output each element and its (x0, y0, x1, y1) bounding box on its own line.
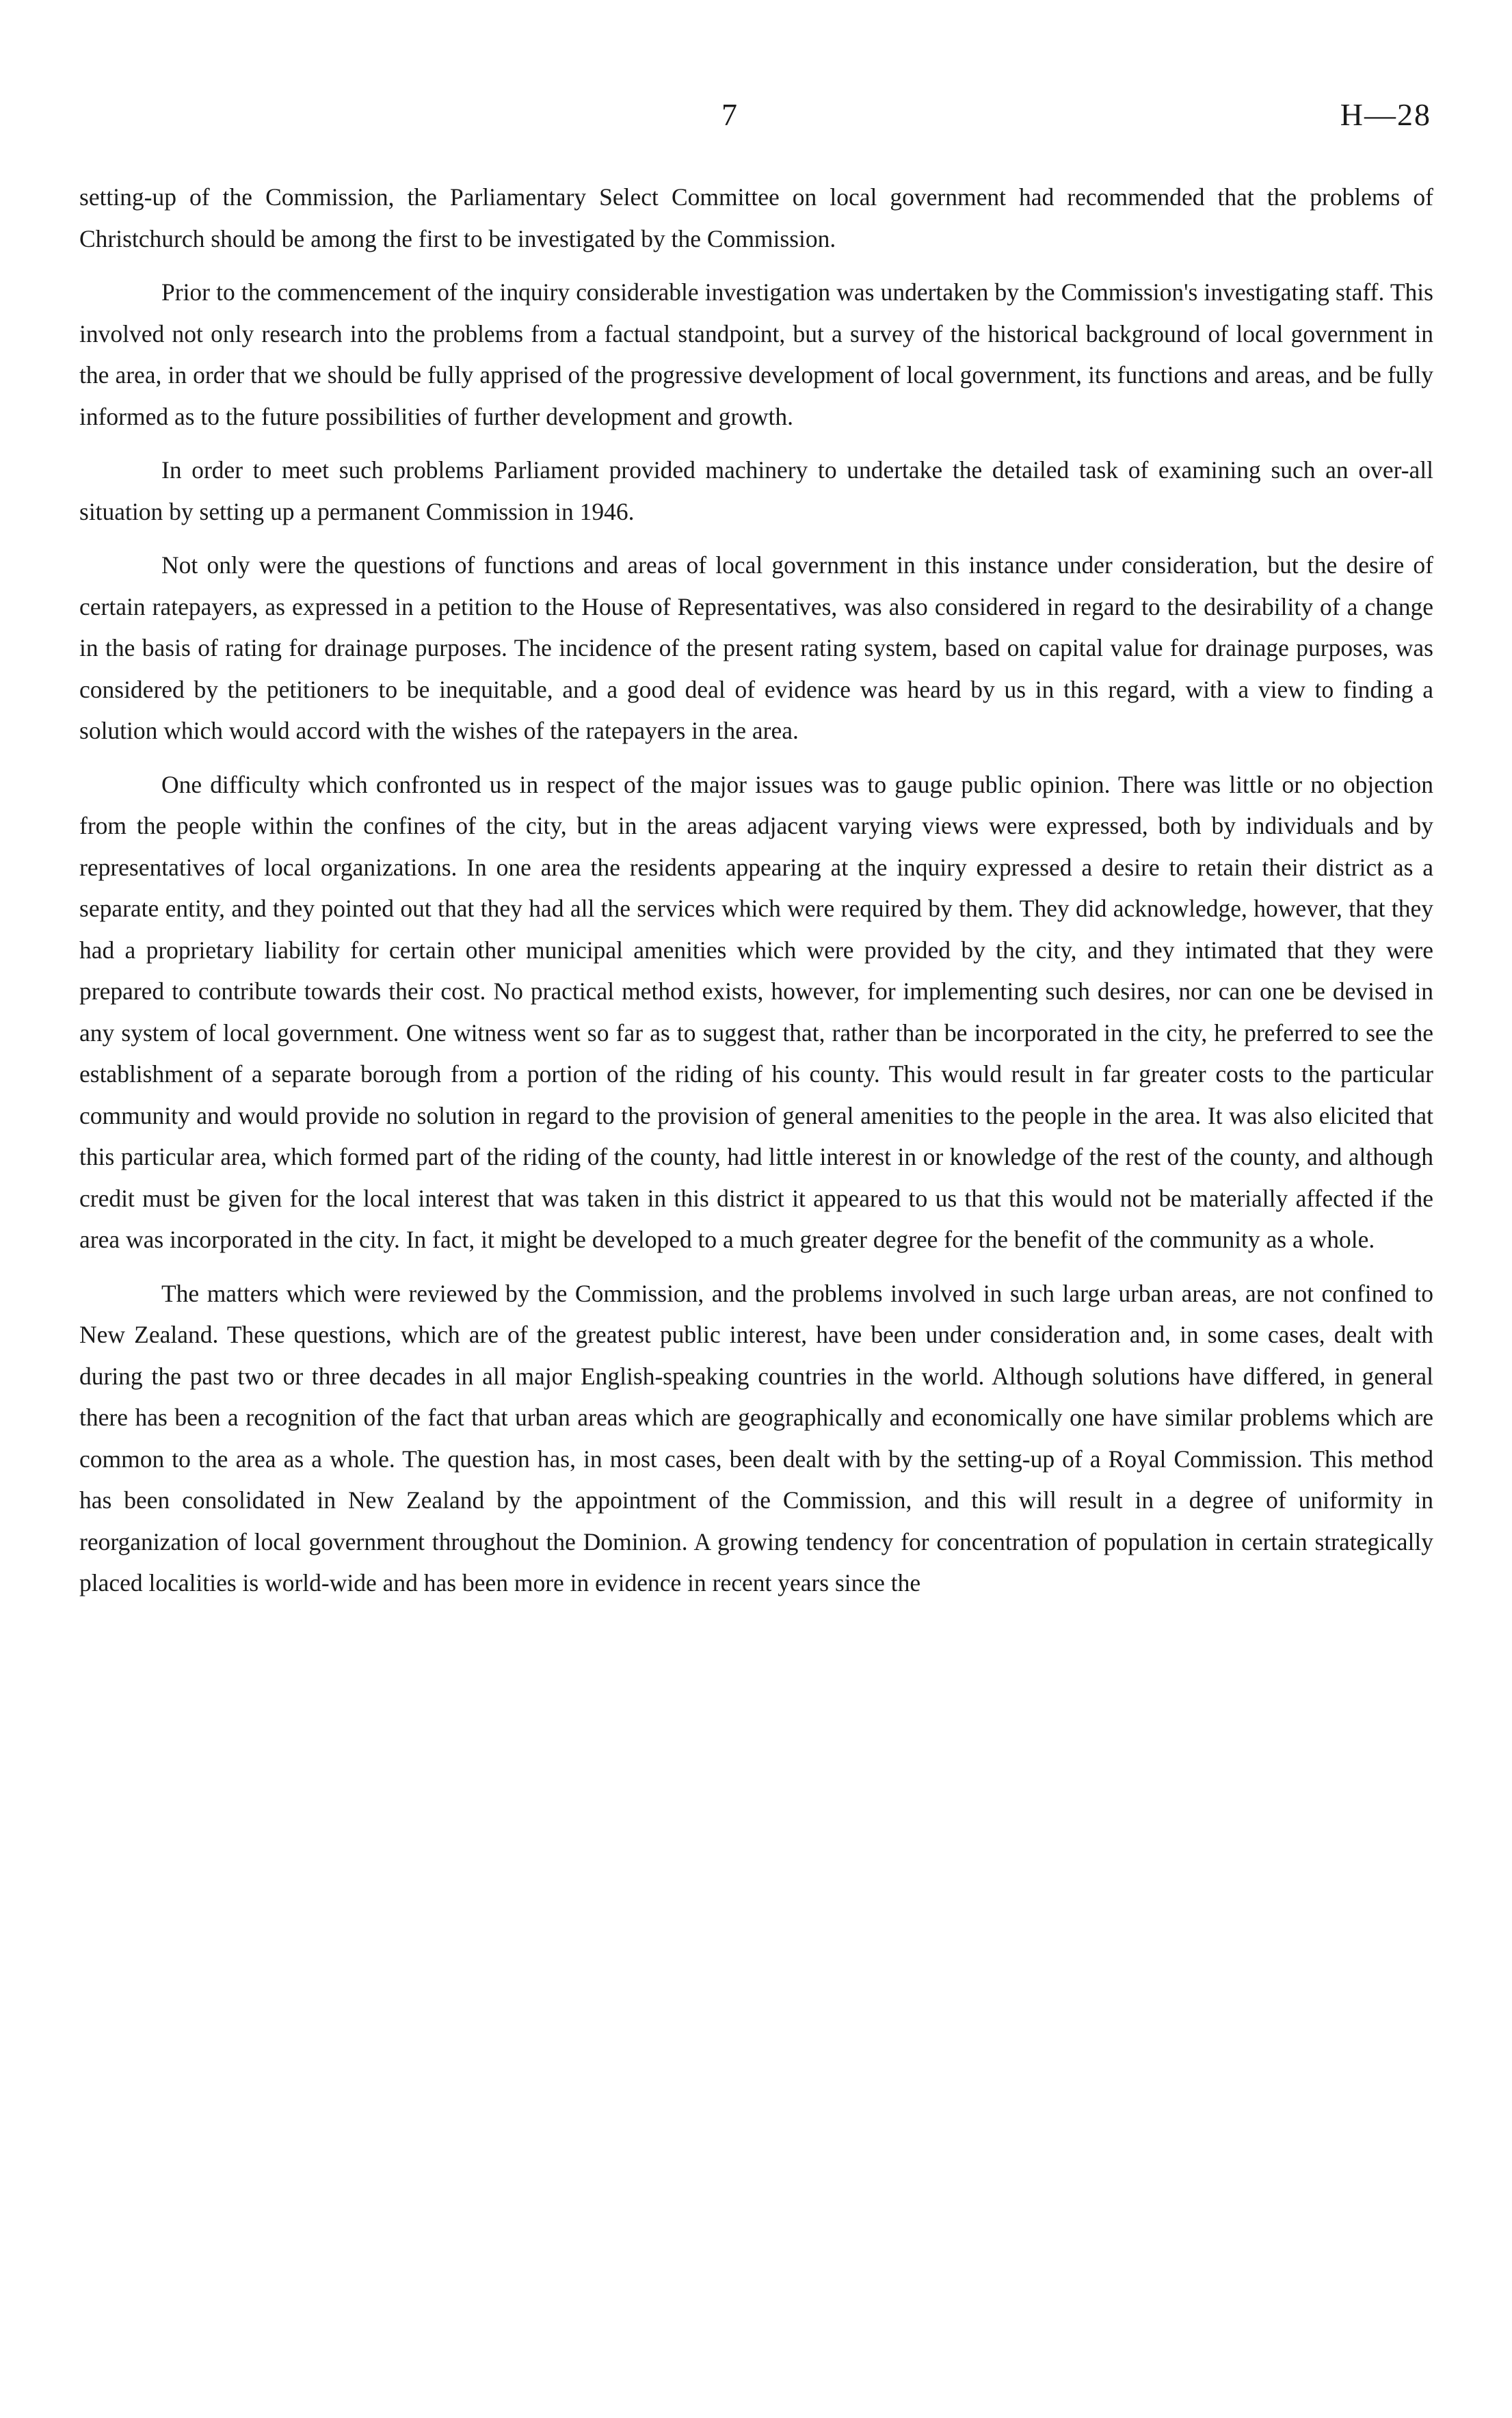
paragraph-public-opinion: One difficulty which confronted us in respect of the major issues was to gauge public opinion. There was little or no objection from the people within the confines of the city, but in the areas adjacent varying views were expressed, both by individuals and by representatives of local organizations. In one area the residents appearing at the inquiry expressed a desire to retain their district as a separate entity, and they pointed out that they had all the services which were required by them. They did acknowledge, however, that they had a proprietary liability for certain other municipal amenities which were provided by the city, and they intimated that they were prepared to contribute towards their cost. No practical method exists, however, for implementing such desires, nor can one be devised in any system of local government. One witness went so far as to suggest that, rather than be incorporated in the city, he preferred to see the establishment of a separate borough from a portion of the riding of his county. This would result in far greater costs to the particular community and would provide no solution in regard to the provision of general amenities to the people in the area. It was also elicited that this particular area, which formed part of the riding of the county, had little interest in or knowledge of the rest of the county, and although credit must be given for the local interest that was taken in this district it appeared to us that this would not be materially affected if the area was incorporated in the city. In fact, it might be developed to a much greater degree for the benefit of the community as a whole. (79, 770, 1433, 1253)
paragraph-rating-system: Not only were the questions of functions and areas of local government in this instance under consideration, but the desire of certain ratepayers, as expressed in a petition to the House of Representatives, was also considered in regard to the desirability of a change in the basis of rating for drainage purposes. The incidence of the present rating system, based on capital value for drainage purposes, was considered by the petitioners to be inequitable, and a good deal of evidence was heard by us in this regard, with a view to finding a solution which would accord with the wishes of the ratepayers in the area. (79, 551, 1433, 744)
paragraph-parliament-machinery: In order to meet such problems Parliament provided machinery to undertake the detailed task of examining such an over-all situation by setting up a permanent Commission in 1946. (79, 456, 1433, 525)
body-text (79, 176, 1433, 1616)
paragraph-urban-areas: The matters which were reviewed by the Commission, and the problems involved in such large urban areas, are not confined to New Zealand. These questions, which are of the greatest public interest, have been under consideration and, in some cases, dealt with during the past two or three decades in all major English-speaking countries in the world. Although solutions have differed, in general there has been a recognition of the fact that urban areas which are geographically and economically one have similar problems which are common to the area as a whole. The question has, in most cases, been dealt with by the setting-up of a Royal Commission. This method has been consolidated in New Zealand by the appointment of the Commission, and this will result in a degree of uniformity in reorganization of local government throughout the Dominion. A growing tendency for concentration of population in certain strategically placed localities is world-wide and has been more in evidence in recent years since the (79, 1279, 1433, 1596)
paragraph-prior-investigation: Prior to the commencement of the inquiry considerable investigation was undertaken by the Commission's investigating staff. This involved not only research into the problems from a factual standpoint, but a survey of the historical background of local government in the area, in order that we should be fully apprised of the progressive development of local government, its functions and areas, and be fully informed as to the future possibilities of further development and growth. (79, 278, 1433, 430)
paragraph-continuation: setting-up of the Commission, the Parliamentary Select Committee on local government had recommended that the problems of Christchurch should be among the first to be investigated by the Commission. (79, 183, 1433, 252)
document-reference: H—28 (1340, 97, 1431, 132)
page-number: 7 (721, 97, 737, 132)
